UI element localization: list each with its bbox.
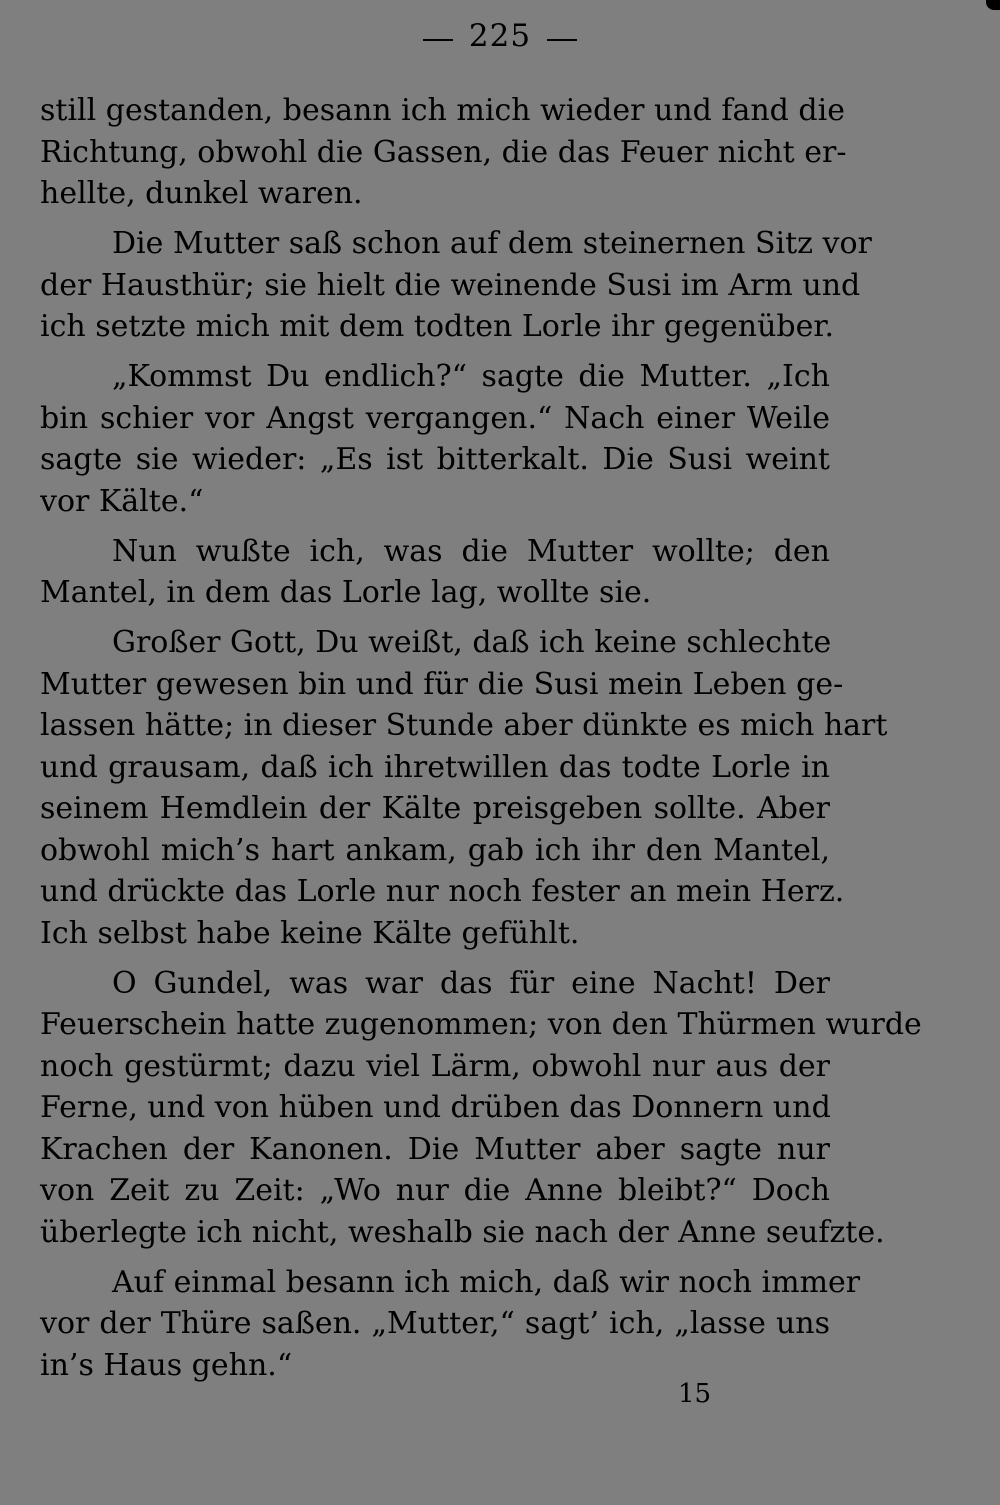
page-header bbox=[0, 14, 1000, 58]
text-line: Nun wußte ich, was die Mutter wollte; den bbox=[112, 533, 830, 569]
text-line: Ferne, und von hüben und drüben das Donnern und bbox=[40, 1090, 831, 1125]
text-line: Auf einmal besann ich mich, daß wir noch immer bbox=[112, 1264, 861, 1300]
text-line: bin schier vor Angst vergangen.“ Nach einer Weile bbox=[40, 400, 830, 436]
text-line: ich setzte mich mit dem todten Lorle ihr gegenüber. bbox=[40, 309, 834, 344]
text-line: Großer Gott, Du weißt, daß ich keine schlechte bbox=[112, 625, 832, 660]
signature-mark: 15 bbox=[678, 1379, 712, 1409]
text-line: Feuerschein hatte zugenommen; von den Thürmen wurde bbox=[40, 1007, 922, 1042]
text-line: Mantel, in dem das Lorle lag, wollte sie. bbox=[40, 575, 652, 610]
text-line: der Hausthür; sie hielt die weinende Susi im Arm und bbox=[40, 267, 861, 303]
header-dash-right bbox=[547, 39, 577, 41]
text-line: von Zeit zu Zeit: „Wo nur die Anne bleibt?“ Doch bbox=[40, 1173, 830, 1208]
body-text bbox=[40, 90, 922, 1386]
text-line: und drückte das Lorle nur noch fester an mein Herz. bbox=[40, 874, 845, 909]
text-line: und grausam, daß ich ihretwillen das todte Lorle in bbox=[40, 749, 830, 785]
text-line: vor der Thüre saßen. „Mutter,“ sagt’ ich, „lasse uns bbox=[40, 1306, 830, 1341]
text-line: O Gundel, was war das für eine Nacht! Der bbox=[112, 965, 830, 1001]
text-line: vor Kälte.“ bbox=[40, 483, 204, 519]
text-line: „Kommst Du endlich?“ sagte die Mutter. „Ich bbox=[112, 359, 830, 394]
text-line: Die Mutter saß schon auf dem steinernen Sitz vor bbox=[112, 226, 872, 261]
text-line: Ich selbst habe keine Kälte gefühlt. bbox=[40, 915, 580, 951]
text-line: Mutter gewesen bin und für die Susi mein Leben ge- bbox=[40, 666, 844, 702]
header-dash-left bbox=[423, 39, 453, 41]
scan-corner-mark bbox=[986, 0, 1000, 10]
text-line: hellte, dunkel waren. bbox=[40, 176, 363, 211]
text-line: obwohl mich’s hart ankam, gab ich ihr den Mantel, bbox=[40, 832, 830, 868]
text-line: überlegte ich nicht, weshalb sie nach der Anne seufzte. bbox=[40, 1214, 885, 1250]
text-line: sagte sie wieder: „Es ist bitterkalt. Die Susi weint bbox=[40, 442, 830, 477]
text-line: seinem Hemdlein der Kälte preisgeben sollte. Aber bbox=[40, 791, 830, 826]
page-number: 225 bbox=[468, 18, 532, 54]
text-line: Richtung, obwohl die Gassen, die das Feuer nicht er- bbox=[40, 134, 847, 170]
text-line: still gestanden, besann ich mich wieder und fand die bbox=[40, 93, 845, 128]
text-line: Krachen der Kanonen. Die Mutter aber sagte nur bbox=[40, 1131, 830, 1167]
text-line: lassen hätte; in dieser Stunde aber dünkte es mich hart bbox=[40, 708, 888, 743]
text-line: in’s Haus gehn.“ bbox=[40, 1347, 293, 1383]
text-line: noch gestürmt; dazu viel Lärm, obwohl nur aus der bbox=[40, 1048, 830, 1084]
